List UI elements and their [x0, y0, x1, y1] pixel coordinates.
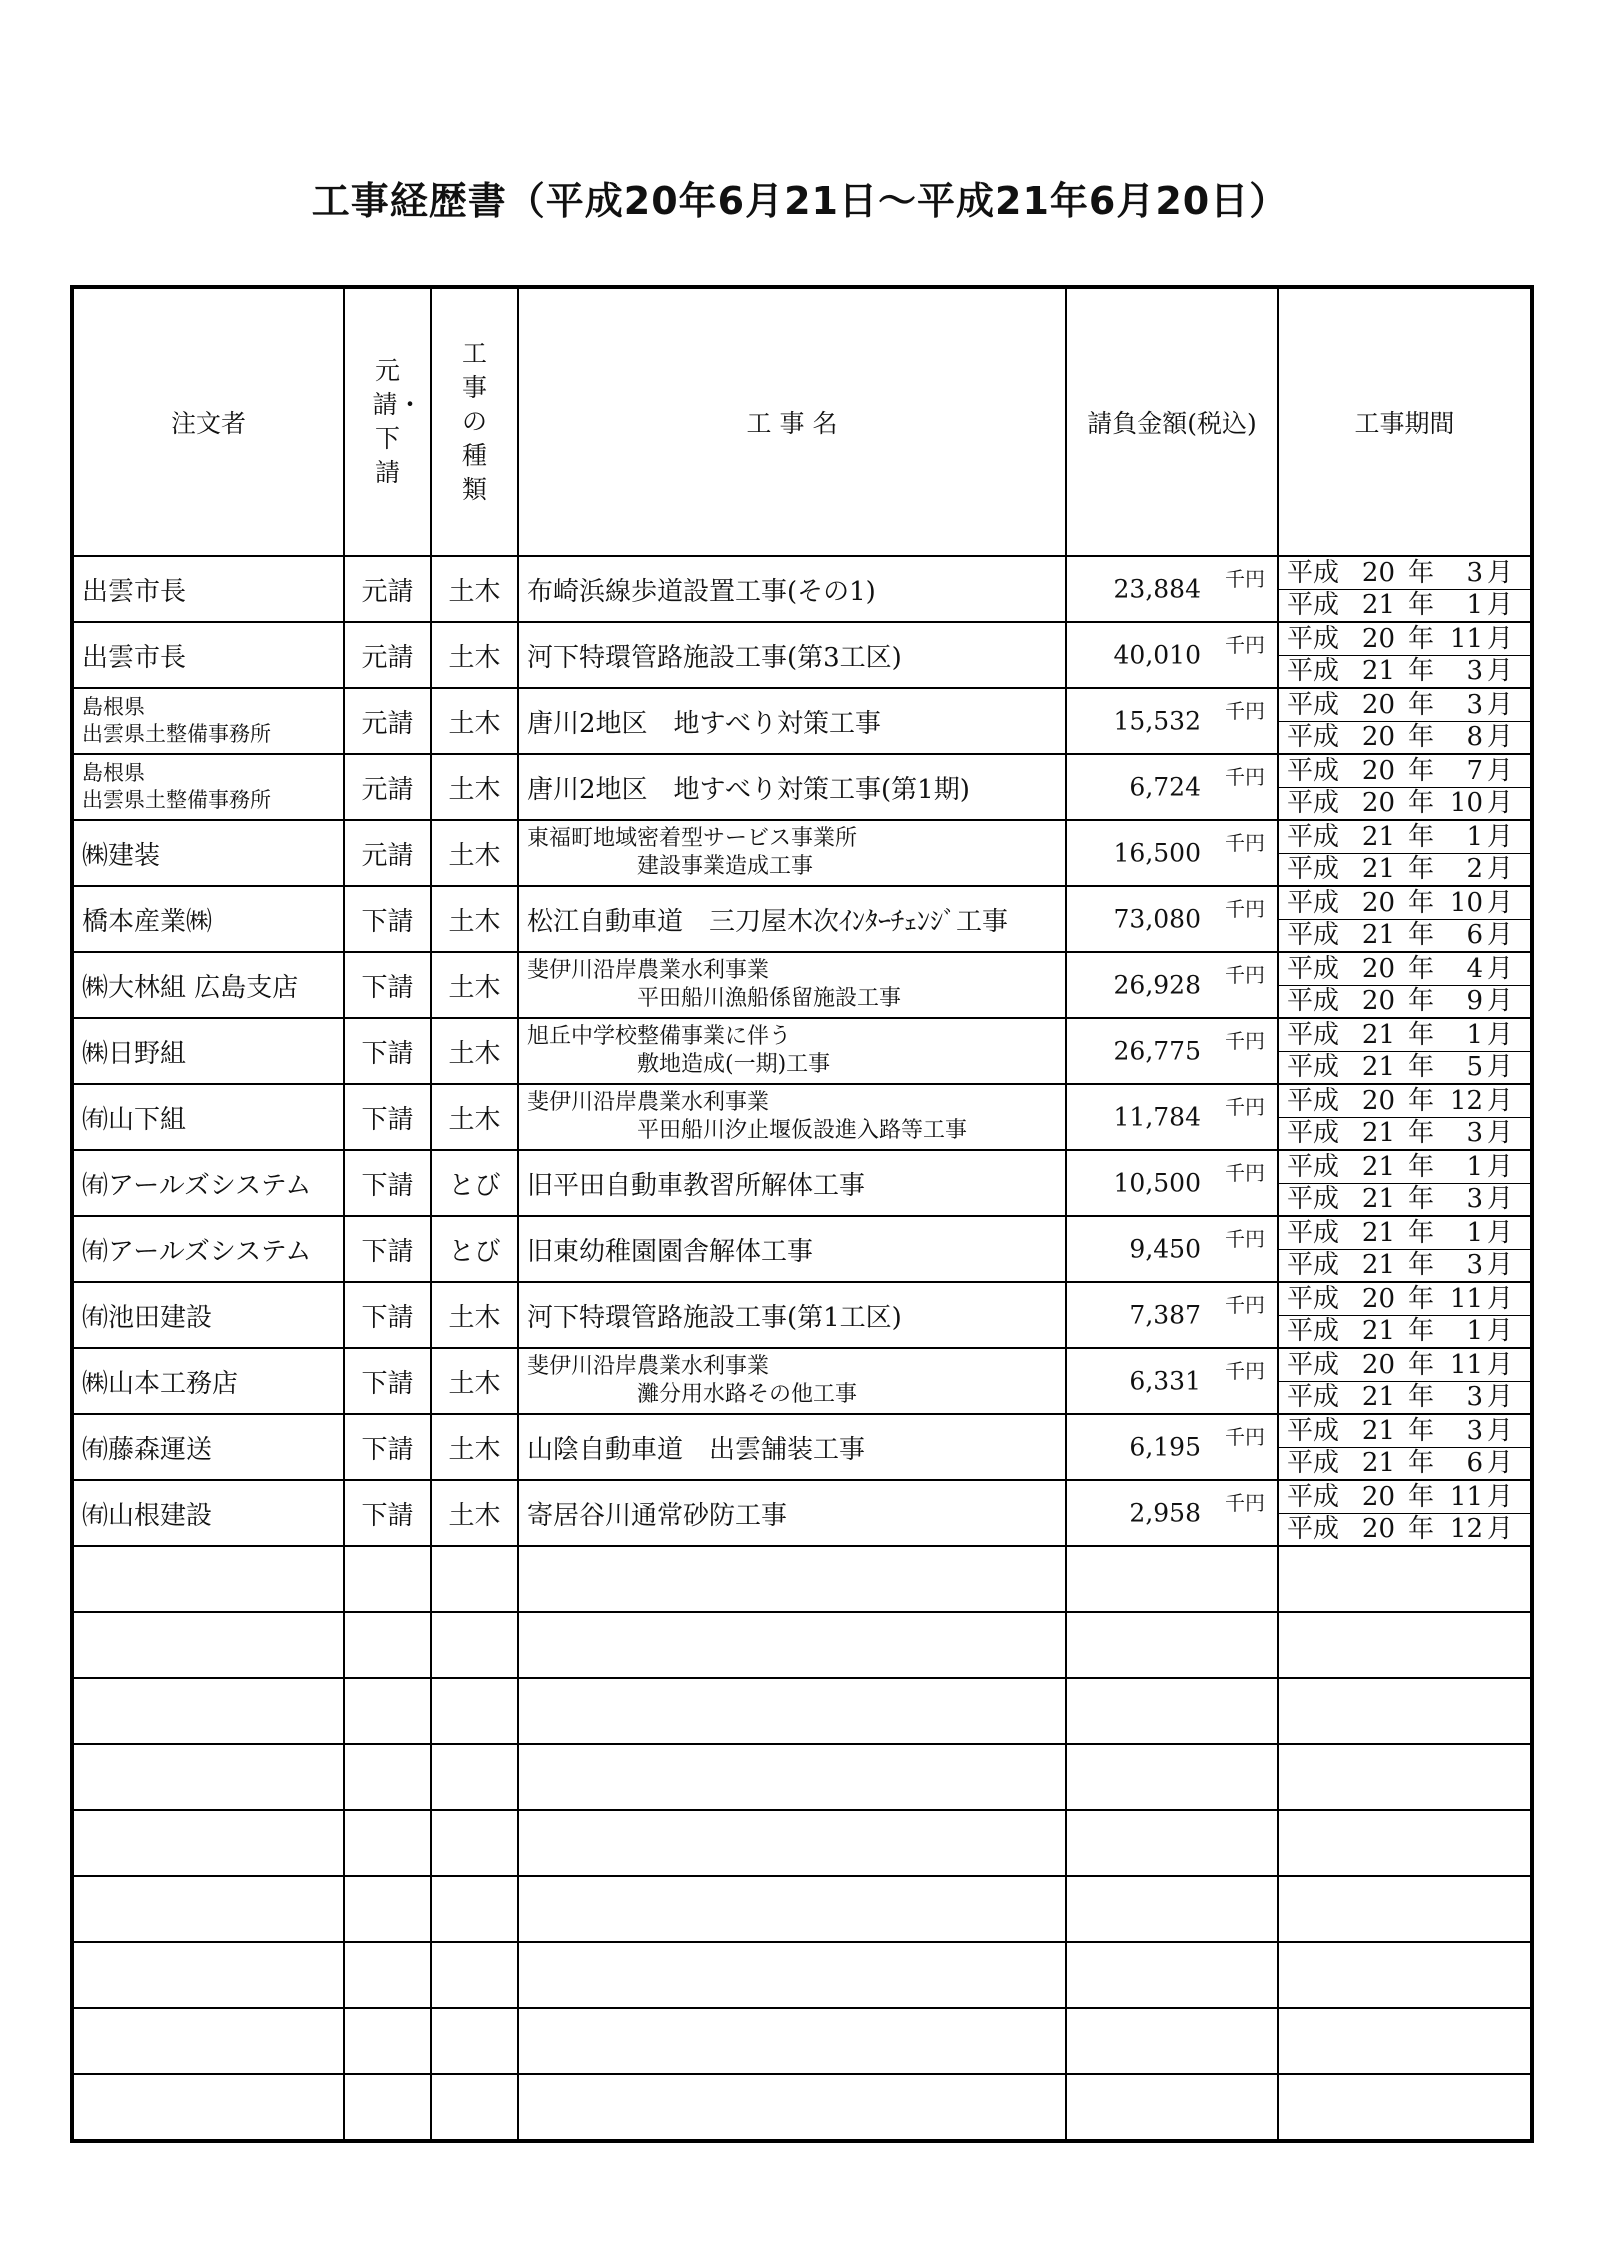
project-name: 河下特環管路施設工事(第3工区) — [527, 642, 902, 673]
blank-cell — [72, 1810, 344, 1876]
table-row — [72, 1150, 1532, 1216]
table-row — [72, 1348, 1532, 1414]
project-name: 唐川2地区 地すべり対策工事 — [527, 708, 882, 739]
period-line: 平成 21 年 1 月 — [1287, 821, 1513, 852]
contract-type-cell: 元請 — [344, 556, 431, 622]
project-name-cell — [518, 1480, 1066, 1546]
blank-row — [72, 2074, 1532, 2141]
period-line: 平成 21 年 1 月 — [1279, 1315, 1530, 1347]
period-line: 平成 20 年 3 月 — [1287, 557, 1513, 588]
amount-cell — [1066, 1216, 1278, 1282]
blank-cell — [431, 1876, 518, 1942]
project-name-line: 斐伊川沿岸農業水利事業 — [527, 958, 770, 983]
amount-cell — [1066, 1282, 1278, 1348]
table-row — [72, 1282, 1532, 1348]
period-line: 平成 21 年 3 月 — [1279, 655, 1530, 687]
amount-cell — [1066, 754, 1278, 820]
blank-cell — [1278, 1612, 1532, 1678]
amount-value: 9,450 — [1129, 1234, 1201, 1264]
blank-row — [72, 2008, 1532, 2074]
blank-cell — [1066, 1810, 1278, 1876]
blank-cell — [518, 1876, 1066, 1942]
header-client: 注文者 — [72, 287, 344, 556]
period-line: 平成 21 年 3 月 — [1279, 1117, 1530, 1149]
table-row — [72, 952, 1532, 1018]
work-type-cell: 土木 — [431, 754, 518, 820]
project-name-cell — [518, 754, 1066, 820]
project-name-cell — [518, 886, 1066, 952]
client-cell — [72, 820, 344, 886]
amount-unit: 千円 — [1225, 1359, 1265, 1383]
period-line: 平成 21 年 5 月 — [1279, 1051, 1530, 1083]
blank-cell — [344, 1678, 431, 1744]
blank-cell — [344, 2008, 431, 2074]
amount-cell — [1066, 1150, 1278, 1216]
period-cell — [1278, 1282, 1532, 1348]
client-name: ㈲山下組 — [82, 1104, 187, 1135]
project-name-line: 平田船川汐止堰仮設進入路等工事 — [637, 1118, 968, 1143]
contract-type-cell: 下請 — [344, 1084, 431, 1150]
project-name-cell — [518, 1414, 1066, 1480]
client-cell — [72, 1414, 344, 1480]
blank-row — [72, 1612, 1532, 1678]
project-name-cell — [518, 622, 1066, 688]
client-name: ㈲池田建設 — [82, 1302, 213, 1333]
amount-value: 11,784 — [1113, 1102, 1201, 1132]
table-row — [72, 886, 1532, 952]
blank-cell — [344, 1810, 431, 1876]
amount-value: 7,387 — [1129, 1300, 1201, 1330]
project-name-line: 斐伊川沿岸農業水利事業 — [527, 1354, 770, 1379]
client-cell — [72, 622, 344, 688]
work-type-cell: 土木 — [431, 556, 518, 622]
blank-cell — [1278, 1546, 1532, 1612]
client-name: ㈲山根建設 — [82, 1500, 213, 1531]
contract-type-cell: 下請 — [344, 1216, 431, 1282]
work-type-cell: 土木 — [431, 1348, 518, 1414]
table-row — [72, 622, 1532, 688]
table-row — [72, 1018, 1532, 1084]
period-line: 平成 20 年 12 月 — [1279, 1513, 1530, 1545]
client-cell — [72, 886, 344, 952]
blank-row — [72, 1744, 1532, 1810]
work-type-cell: 土木 — [431, 952, 518, 1018]
work-history-sheet — [70, 285, 1530, 2169]
blank-row — [72, 1876, 1532, 1942]
amount-value: 6,724 — [1129, 772, 1201, 802]
blank-cell — [518, 2074, 1066, 2141]
client-line: 出雲県土整備事務所 — [82, 722, 271, 746]
work-type-cell: 土木 — [431, 820, 518, 886]
period-line: 平成 20 年 11 月 — [1287, 623, 1513, 654]
client-cell — [72, 688, 344, 754]
blank-cell — [1278, 1942, 1532, 2008]
blank-cell — [1278, 1810, 1532, 1876]
table-row — [72, 754, 1532, 820]
amount-cell — [1066, 886, 1278, 952]
contract-type-cell: 元請 — [344, 622, 431, 688]
table-row — [72, 1480, 1532, 1546]
blank-cell — [518, 2008, 1066, 2074]
client-name: 出雲市長 — [82, 576, 187, 607]
blank-cell — [431, 2074, 518, 2141]
blank-cell — [1066, 2074, 1278, 2141]
blank-cell — [344, 2074, 431, 2141]
client-name: 出雲市長 — [82, 642, 187, 673]
period-line: 平成 21 年 1 月 — [1287, 1151, 1513, 1182]
amount-cell — [1066, 622, 1278, 688]
period-cell — [1278, 622, 1532, 688]
work-type-cell: 土木 — [431, 1414, 518, 1480]
contract-type-cell: 下請 — [344, 1414, 431, 1480]
blank-row — [72, 1546, 1532, 1612]
blank-cell — [72, 1744, 344, 1810]
header-row — [72, 287, 1532, 556]
contract-type-cell: 元請 — [344, 688, 431, 754]
project-name-line: 建設事業造成工事 — [637, 854, 814, 879]
amount-unit: 千円 — [1225, 1293, 1265, 1317]
amount-unit: 千円 — [1225, 633, 1265, 657]
contract-type-cell: 下請 — [344, 886, 431, 952]
blank-cell — [1066, 1678, 1278, 1744]
period-line: 平成 21 年 3 月 — [1279, 1381, 1530, 1413]
amount-value: 15,532 — [1113, 706, 1201, 736]
client-cell — [72, 556, 344, 622]
table-row — [72, 820, 1532, 886]
blank-cell — [344, 1876, 431, 1942]
project-name: 寄居谷川通常砂防工事 — [527, 1500, 788, 1531]
amount-cell — [1066, 820, 1278, 886]
project-name-cell — [518, 1084, 1066, 1150]
period-cell — [1278, 1018, 1532, 1084]
amount-value: 23,884 — [1113, 574, 1201, 604]
client-cell — [72, 1216, 344, 1282]
amount-unit: 千円 — [1225, 699, 1265, 723]
period-line: 平成 21 年 1 月 — [1287, 1019, 1513, 1050]
project-name-line: 敷地造成(一期)工事 — [637, 1052, 831, 1077]
amount-value: 2,958 — [1129, 1498, 1201, 1528]
amount-unit: 千円 — [1225, 831, 1265, 855]
blank-cell — [518, 1678, 1066, 1744]
header-project-name: 工 事 名 — [518, 287, 1066, 556]
project-name-cell — [518, 556, 1066, 622]
amount-value: 40,010 — [1113, 640, 1201, 670]
project-name: 旧東幼稚園園舎解体工事 — [527, 1236, 814, 1267]
client-line: 島根県 — [82, 695, 145, 719]
amount-value: 10,500 — [1113, 1168, 1201, 1198]
blank-cell — [72, 1678, 344, 1744]
amount-cell — [1066, 556, 1278, 622]
blank-cell — [344, 1942, 431, 2008]
client-cell — [72, 1282, 344, 1348]
blank-cell — [72, 1876, 344, 1942]
contract-type-cell: 下請 — [344, 1348, 431, 1414]
period-cell — [1278, 688, 1532, 754]
header-contract-type: 元請・下請 — [344, 287, 431, 556]
work-type-cell: 土木 — [431, 622, 518, 688]
blank-cell — [1278, 1876, 1532, 1942]
blank-cell — [72, 2008, 344, 2074]
project-name-line: 斐伊川沿岸農業水利事業 — [527, 1090, 770, 1115]
period-line: 平成 21 年 3 月 — [1279, 1183, 1530, 1215]
amount-unit: 千円 — [1225, 1095, 1265, 1119]
period-line: 平成 20 年 10 月 — [1287, 887, 1513, 918]
client-cell — [72, 1150, 344, 1216]
amount-cell — [1066, 1414, 1278, 1480]
blank-cell — [1278, 1744, 1532, 1810]
work-type-cell: 土木 — [431, 688, 518, 754]
contract-type-cell: 下請 — [344, 1150, 431, 1216]
table-row — [72, 1414, 1532, 1480]
client-cell — [72, 1084, 344, 1150]
period-line: 平成 20 年 11 月 — [1287, 1481, 1513, 1512]
header-work-type: 工事の種類 — [431, 287, 518, 556]
blank-cell — [1278, 2008, 1532, 2074]
project-name-cell — [518, 952, 1066, 1018]
amount-cell — [1066, 1084, 1278, 1150]
contract-type-cell: 元請 — [344, 754, 431, 820]
project-name-cell — [518, 1018, 1066, 1084]
amount-value: 73,080 — [1113, 904, 1201, 934]
period-cell — [1278, 1084, 1532, 1150]
blank-cell — [1066, 1942, 1278, 2008]
blank-cell — [431, 1546, 518, 1612]
project-name-line: 灘分用水路その他工事 — [637, 1382, 858, 1407]
period-line: 平成 20 年 11 月 — [1287, 1283, 1513, 1314]
blank-cell — [431, 1744, 518, 1810]
period-line: 平成 20 年 3 月 — [1287, 689, 1513, 720]
amount-unit: 千円 — [1225, 765, 1265, 789]
blank-row — [72, 1678, 1532, 1744]
client-name: ㈲アールズシステム — [82, 1236, 312, 1267]
blank-cell — [518, 1744, 1066, 1810]
period-line: 平成 21 年 6 月 — [1279, 919, 1530, 951]
blank-cell — [431, 1942, 518, 2008]
work-type-cell: 土木 — [431, 886, 518, 952]
amount-cell — [1066, 688, 1278, 754]
client-name: ㈱大林組 広島支店 — [82, 972, 299, 1003]
client-line: 出雲県土整備事務所 — [82, 788, 271, 812]
client-name: ㈱建装 — [82, 840, 161, 871]
client-cell — [72, 1480, 344, 1546]
contract-type-cell: 下請 — [344, 952, 431, 1018]
client-name: ㈱山本工務店 — [82, 1368, 239, 1399]
blank-cell — [518, 1942, 1066, 2008]
period-line: 平成 21 年 1 月 — [1279, 589, 1530, 621]
table-row — [72, 1084, 1532, 1150]
amount-value: 6,195 — [1129, 1432, 1201, 1462]
blank-cell — [518, 1612, 1066, 1678]
amount-value: 16,500 — [1113, 838, 1201, 868]
work-type-cell: とび — [431, 1150, 518, 1216]
blank-cell — [72, 1546, 344, 1612]
amount-unit: 千円 — [1225, 963, 1265, 987]
amount-value: 26,928 — [1113, 970, 1201, 1000]
project-name: 山陰自動車道 出雲舗装工事 — [527, 1434, 866, 1465]
client-cell — [72, 1348, 344, 1414]
blank-cell — [1278, 1678, 1532, 1744]
blank-cell — [431, 1810, 518, 1876]
project-name-cell — [518, 688, 1066, 754]
blank-cell — [431, 2008, 518, 2074]
table-row — [72, 688, 1532, 754]
blank-cell — [344, 1744, 431, 1810]
amount-unit: 千円 — [1225, 1425, 1265, 1449]
client-cell — [72, 754, 344, 820]
client-cell — [72, 1018, 344, 1084]
blank-cell — [1066, 1546, 1278, 1612]
client-name: ㈲アールズシステム — [82, 1170, 312, 1201]
client-name: ㈱日野組 — [82, 1038, 187, 1069]
period-line: 平成 21 年 6 月 — [1279, 1447, 1530, 1479]
blank-cell — [72, 1942, 344, 2008]
document-title: 工事経歴書（平成20年6月21日～平成21年6月20日） — [311, 179, 1289, 223]
header-period: 工事期間 — [1278, 287, 1532, 556]
work-type-cell: とび — [431, 1216, 518, 1282]
header-amount: 請負金額(税込) — [1066, 287, 1278, 556]
period-cell — [1278, 1348, 1532, 1414]
period-line: 平成 20 年 11 月 — [1287, 1349, 1513, 1380]
blank-cell — [518, 1810, 1066, 1876]
amount-cell — [1066, 1018, 1278, 1084]
table-row — [72, 556, 1532, 622]
project-name: 旧平田自動車教習所解体工事 — [527, 1170, 866, 1201]
period-cell — [1278, 952, 1532, 1018]
period-cell — [1278, 820, 1532, 886]
project-name: 唐川2地区 地すべり対策工事(第1期) — [527, 774, 970, 805]
blank-cell — [431, 1678, 518, 1744]
amount-cell — [1066, 952, 1278, 1018]
project-name: 松江自動車道 三刀屋木次ｲﾝﾀｰﾁｪﾝｼﾞ工事 — [527, 906, 1009, 937]
project-name-line: 平田船川漁船係留施設工事 — [637, 986, 902, 1011]
blank-cell — [1066, 1876, 1278, 1942]
amount-cell — [1066, 1348, 1278, 1414]
period-line: 平成 20 年 4 月 — [1287, 953, 1513, 984]
blank-cell — [1066, 2008, 1278, 2074]
period-line: 平成 20 年 10 月 — [1279, 787, 1530, 819]
blank-cell — [344, 1612, 431, 1678]
amount-value: 6,331 — [1129, 1366, 1201, 1396]
project-name-cell — [518, 1348, 1066, 1414]
work-type-cell: 土木 — [431, 1480, 518, 1546]
project-name-cell — [518, 820, 1066, 886]
blank-cell — [72, 2074, 344, 2141]
amount-unit: 千円 — [1225, 897, 1265, 921]
period-line: 平成 20 年 8 月 — [1279, 721, 1530, 753]
work-type-cell: 土木 — [431, 1018, 518, 1084]
project-name-cell — [518, 1282, 1066, 1348]
blank-cell — [518, 1546, 1066, 1612]
period-cell — [1278, 1480, 1532, 1546]
client-line: 島根県 — [82, 761, 145, 785]
project-name-line: 旭丘中学校整備事業に伴う — [527, 1024, 792, 1049]
work-type-cell: 土木 — [431, 1084, 518, 1150]
work-history-table — [70, 285, 1534, 2143]
period-cell — [1278, 886, 1532, 952]
blank-row — [72, 1810, 1532, 1876]
amount-unit: 千円 — [1225, 1029, 1265, 1053]
amount-unit: 千円 — [1225, 1161, 1265, 1185]
period-line: 平成 20 年 12 月 — [1287, 1085, 1513, 1116]
contract-type-cell: 下請 — [344, 1018, 431, 1084]
contract-type-cell: 下請 — [344, 1282, 431, 1348]
project-name: 布崎浜線歩道設置工事(その1) — [527, 576, 876, 607]
project-name-line: 東福町地域密着型サービス事業所 — [527, 826, 858, 851]
work-type-cell: 土木 — [431, 1282, 518, 1348]
amount-unit: 千円 — [1225, 1491, 1265, 1515]
project-name-cell — [518, 1150, 1066, 1216]
period-cell — [1278, 754, 1532, 820]
period-cell — [1278, 1414, 1532, 1480]
contract-type-cell: 下請 — [344, 1480, 431, 1546]
table-row — [72, 1216, 1532, 1282]
client-name: 橋本産業㈱ — [82, 906, 213, 937]
period-line: 平成 21 年 1 月 — [1287, 1217, 1513, 1248]
period-line: 平成 21 年 2 月 — [1279, 853, 1530, 885]
blank-cell — [1278, 2074, 1532, 2141]
amount-cell — [1066, 1480, 1278, 1546]
contract-type-cell: 元請 — [344, 820, 431, 886]
period-cell — [1278, 556, 1532, 622]
period-line: 平成 20 年 7 月 — [1287, 755, 1513, 786]
blank-cell — [72, 1612, 344, 1678]
blank-cell — [1066, 1744, 1278, 1810]
blank-cell — [1066, 1612, 1278, 1678]
blank-row — [72, 1942, 1532, 2008]
amount-value: 26,775 — [1113, 1036, 1201, 1066]
blank-cell — [431, 1612, 518, 1678]
project-name: 河下特環管路施設工事(第1工区) — [527, 1302, 902, 1333]
amount-unit: 千円 — [1225, 567, 1265, 591]
client-name: ㈲藤森運送 — [82, 1434, 213, 1465]
project-name-cell — [518, 1216, 1066, 1282]
client-cell — [72, 952, 344, 1018]
period-cell — [1278, 1150, 1532, 1216]
period-line: 平成 21 年 3 月 — [1279, 1249, 1530, 1281]
amount-unit: 千円 — [1225, 1227, 1265, 1251]
period-cell — [1278, 1216, 1532, 1282]
period-line: 平成 20 年 9 月 — [1279, 985, 1530, 1017]
blank-cell — [344, 1546, 431, 1612]
period-line: 平成 21 年 3 月 — [1287, 1415, 1513, 1446]
